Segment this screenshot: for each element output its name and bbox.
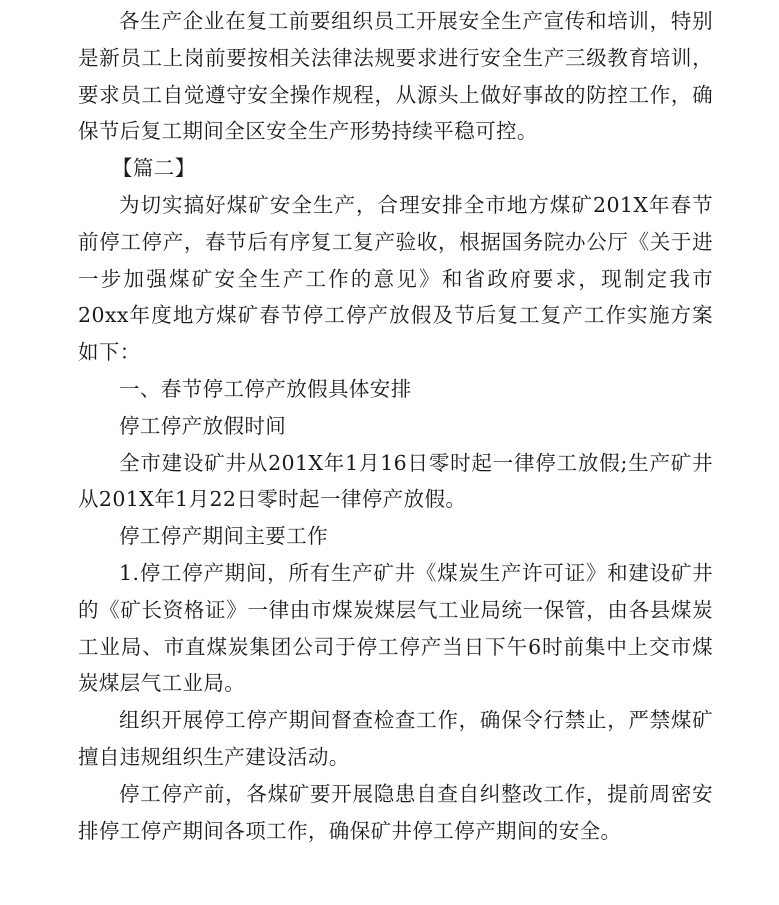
paragraph-shutdown-dates: 全市建设矿井从201X年1月16日零时起一律停工放假;生产矿井从201X年1月22日零时起一律停产放假。 [78, 450, 713, 512]
paragraph-inspection: 组织开展停工停产期间督查检查工作，确保令行禁止，严禁煤矿擅自违规组织生产建设活动。 [78, 708, 713, 769]
subheading-shutdown-time: 停工停产放假时间 [119, 413, 287, 438]
subheading-main-tasks: 停工停产期间主要工作 [119, 524, 328, 549]
paragraph-safety-training: 各生产企业在复工前要组织员工开展安全生产宣传和培训，特别是新员工上岗前要按相关法律法规要求进行安全生产三级教育培训，要求员工自觉遵守安全操作规程，从源头上做好事故的防控工作，确保节后复工期间全区安全生产形势持续平稳可控。 [78, 9, 713, 144]
paragraph-hazard-check: 停工停产前，各煤矿要开展隐患自查自纠整改工作，提前周密安排停工停产期间各项工作，确保矿井停工停产期间的安全。 [78, 781, 713, 843]
section-heading-part-two: 【篇二】 [112, 156, 196, 181]
heading-holiday-arrangement: 一、春节停工停产放假具体安排 [119, 376, 412, 401]
paragraph-plan-intro: 为切实搞好煤矿安全生产，合理安排全市地方煤矿201X年春节前停工停产，春节后有序复工复产验收，根据国务院办公厅《关于进一步加强煤矿安全生产工作的意见》和省政府要求，现制定我市20xx年度地方煤矿春节停工停产放假及节后复工复产工作实施方案如下： [78, 192, 713, 365]
paragraph-license-custody: 1.停工停产期间，所有生产矿井《煤炭生产许可证》和建设矿井的《矿长资格证》一律由市煤炭煤层气工业局统一保管，由各县煤炭工业局、市直煤炭集团公司于停工停产当日下午6时前集中上交市煤炭煤层气工业局。 [78, 560, 713, 696]
